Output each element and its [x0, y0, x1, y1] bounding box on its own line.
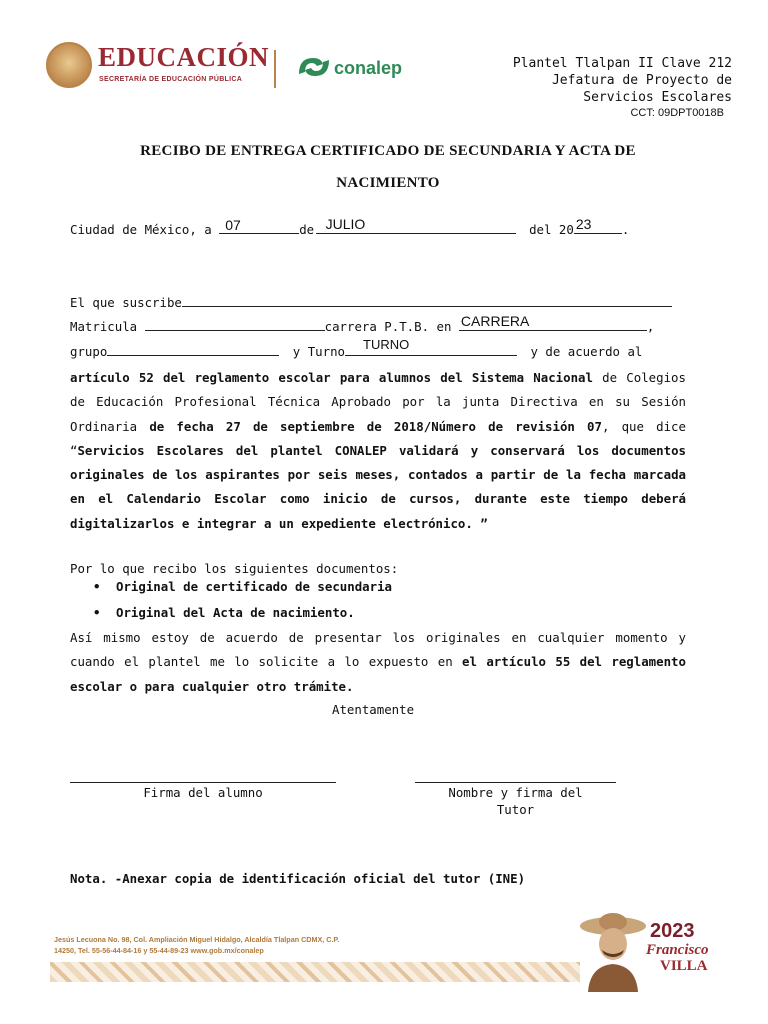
tutor-line1: Nombre y firma del	[448, 785, 583, 800]
date-prefix: Ciudad de México, a	[70, 222, 212, 237]
matricula-field[interactable]	[145, 316, 325, 331]
date-del: del 20	[529, 222, 574, 237]
body-paragraph	[70, 366, 686, 536]
articulo-52-ref: artículo 52 del reglamento escolar para alumnos del Sistema Nacional	[70, 370, 593, 385]
nota: Nota. -Anexar copia de identificación oficial del tutor (INE)	[70, 871, 526, 886]
villa-portrait-icon	[578, 912, 648, 992]
signature-label-alumno: Firma del alumno	[143, 785, 263, 800]
turno-field[interactable]	[345, 337, 517, 356]
fecha-revision: de fecha 27 de septiembre de 2018/Número de revisión 07	[149, 418, 602, 434]
carrera-value: CARRERA	[460, 313, 530, 329]
body-text-2: , que dice “	[70, 418, 686, 458]
grupo-line	[70, 337, 686, 364]
month-field[interactable]	[316, 216, 516, 234]
recibo-intro: Por lo que recibo los siguientes documentos:	[70, 561, 399, 576]
document-title	[60, 135, 716, 199]
list-item	[93, 605, 355, 620]
tutor-line2: Tutor	[496, 802, 535, 817]
badge-name2: VILLA	[660, 958, 708, 974]
suscribe-line	[70, 291, 686, 315]
day-field[interactable]	[219, 219, 299, 234]
signature-line-alumno[interactable]	[70, 782, 336, 783]
title-line2: NACIMIENTO	[336, 175, 440, 191]
title-line1: RECIBO DE ENTREGA CERTIFICADO DE SECUNDARIA Y ACTA DE	[140, 143, 636, 159]
matricula-comma: ,	[646, 319, 655, 334]
plantel-line1: Plantel Tlalpan II Clave 212	[512, 56, 732, 71]
francisco-villa-badge	[578, 912, 728, 992]
signature-line-tutor[interactable]	[415, 782, 616, 783]
footer-decorative-band	[50, 962, 580, 982]
date-end: .	[621, 222, 630, 237]
signature-label-tutor	[415, 784, 616, 818]
plantel-line3: Servicios Escolares	[583, 90, 732, 105]
mexico-seal-icon	[46, 42, 92, 88]
year-value: 23	[575, 216, 592, 232]
quote-text: Servicios Escolares del plantel CONALEP validará y conservará los documentos originales de los aspirantes por seis meses, contados a partir de la fecha marcada en el Calendario Escolar como inicio de cursos, durante este tiempo deberá digitalizarlos e integrar a un expediente electrónico. ”	[70, 442, 686, 531]
footer-address-line2: 14250, Tel. 55-56-44-84-16 y 55-44-89-23 www.gob.mx/conalep	[54, 946, 264, 955]
acuerdo-text: Así mismo estoy de acuerdo de presentar los originales en cualquier momento y cuando el plantel me lo solicite a lo expuesto en	[70, 630, 686, 670]
atentamente: Atentamente	[332, 702, 415, 717]
logo-subtitle: SECRETARÍA DE EDUCACIÓN PÚBLICA	[99, 76, 243, 83]
turno-label: y Turno	[292, 344, 345, 359]
carrera-field[interactable]	[459, 313, 647, 331]
logo-divider	[274, 50, 276, 88]
list-item	[93, 579, 392, 594]
articulo-55-ref: el artículo 55 del reglamento escolar o para cualquier otro trámite.	[70, 654, 686, 694]
date-de: de	[299, 222, 315, 237]
conalep-mark-icon	[295, 52, 333, 82]
educacion-logo	[46, 40, 406, 98]
logo-partner: conalep	[334, 58, 403, 78]
grupo-label: grupo	[70, 344, 108, 359]
carrera-label: carrera P.T.B. en	[324, 319, 452, 334]
date-line	[70, 218, 686, 242]
footer-address-line1: Jesús Lecuona No. 98, Col. Ampliación Miguel Hidalgo, Alcaldía Tlalpan CDMX, C.P.	[54, 935, 340, 944]
matricula-label: Matricula	[70, 319, 138, 334]
doc2: Original del Acta de nacimiento.	[116, 605, 355, 620]
day-value: 07	[225, 217, 241, 233]
cct-code: CCT: 09DPT0018B	[630, 107, 724, 119]
bullet-icon: •	[93, 579, 101, 594]
grupo-field[interactable]	[107, 341, 279, 356]
footer-address	[54, 934, 339, 956]
suscribe-label: El que suscribe	[70, 295, 182, 310]
suscribe-field[interactable]	[182, 292, 672, 307]
logo-brand: EDUCACIÓN	[98, 42, 270, 72]
year-field[interactable]	[574, 216, 622, 234]
month-value: JULIO	[325, 216, 366, 232]
turno-value: TURNO	[363, 337, 410, 352]
plantel-info	[513, 55, 732, 106]
acuerdo-label: y de acuerdo al	[530, 344, 643, 359]
doc1: Original de certificado de secundaria	[116, 579, 393, 594]
badge-name1: Francisco	[646, 942, 709, 958]
acuerdo-paragraph	[70, 626, 686, 699]
badge-year: 2023	[650, 920, 695, 942]
bullet-icon: •	[93, 605, 101, 620]
body-text-1: de Colegios de Educación Profesional Técnica Aprobado por la junta Directiva en su Sesión Ordinaria	[70, 370, 686, 434]
plantel-line2: Jefatura de Proyecto de	[551, 73, 732, 88]
